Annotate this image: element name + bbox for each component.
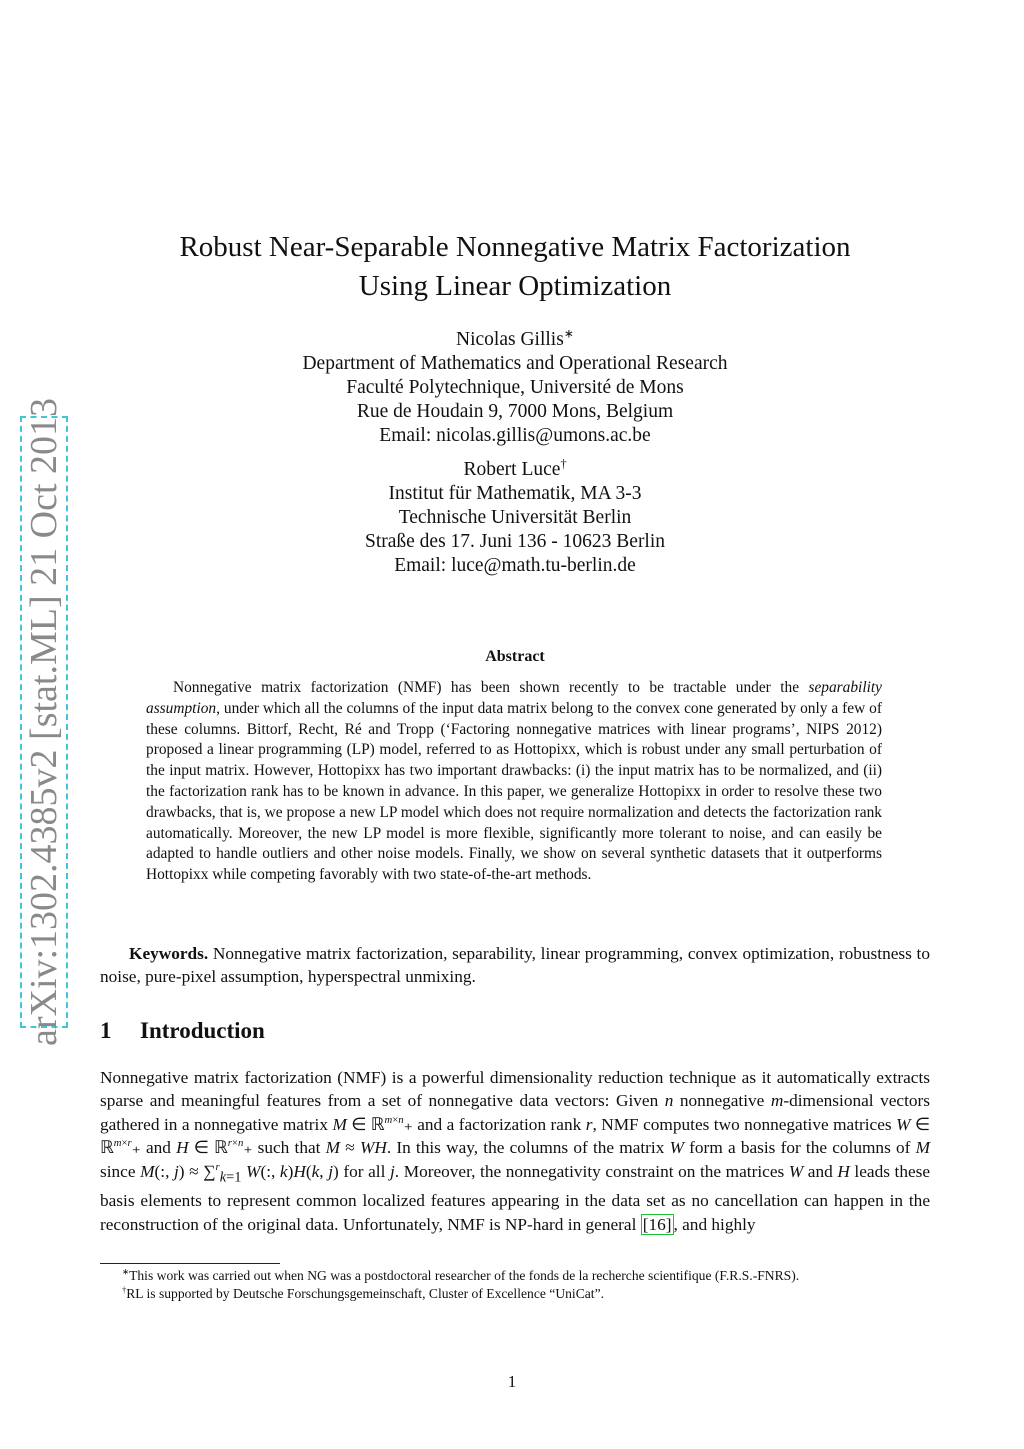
affiliation-line: Technische Universität Berlin — [398, 507, 632, 528]
author-name: Robert Luce — [463, 459, 561, 480]
affiliation-line: Department of Mathematics and Operational Research — [302, 353, 728, 374]
affiliation-line: Faculté Polytechnique, Université de Mons — [346, 377, 684, 398]
keywords-text: Nonnegative matrix factorization, separability, linear programming, convex optimization, robustness to noise, pure-pixel assumption, hyperspectral unmixing. — [100, 944, 930, 986]
keywords-label: Keywords. — [129, 944, 209, 963]
abstract-heading: Abstract — [485, 648, 545, 665]
arxiv-identifier-stamp[interactable] — [20, 397, 68, 1047]
keywords-paragraph — [100, 942, 930, 988]
title-line-2: Using Linear Optimization — [358, 270, 672, 302]
footnote: †RL is supported by Deutsche Forschungsgemeinschaft, Cluster of Excellence “UniCat”. — [122, 1284, 605, 1301]
author-name: Nicolas Gillis — [456, 329, 564, 350]
section-number: 1 — [100, 1018, 112, 1043]
address-line: Rue de Houdain 9, 7000 Mons, Belgium — [356, 401, 674, 422]
footnote-marker[interactable]: † — [560, 456, 567, 471]
author-block-luce — [200, 458, 830, 578]
footnote: ∗This work was carried out when NG was a postdoctoral researcher of the fonds de la recherche scientifique (F.R.S.-FNRS). — [122, 1266, 800, 1283]
author-block-gillis — [200, 328, 830, 448]
footnote-marker[interactable]: ∗ — [563, 326, 574, 341]
paper-title — [100, 228, 930, 306]
title-line-1: Robust Near-Separable Nonnegative Matrix Factorization — [179, 231, 851, 263]
page-number: 1 — [507, 1372, 517, 1391]
section-heading-introduction — [100, 1018, 265, 1044]
abstract-body: Nonnegative matrix factorization (NMF) has been shown recently to be tractable under the separability assumption, under which all the columns of the input data matrix belong to the convex cone generated by only a few of these columns. Bittorf, Recht, Ré and Tropp (‘Factoring nonnegative matrices with linear programs’, NIPS 2012) proposed a linear programming (LP) model, referred to as Hottopixx, which is robust under any small perturbation of the input matrix. However, Hottopixx has two important drawbacks: (i) the input matrix has to be normalized, and (ii) the factorization rank has to be known in advance. In this paper, we generalize Hottopixx in order to resolve these two drawbacks, that is, we propose a new LP model which does not require normalization and detects the factorization rank automatically. Moreover, the new LP model is more flexible, significantly more tolerant to noise, and can easily be adapted to handle outliers and other noise models. Finally, we show on several synthetic datasets that it outperforms Hottopixx while competing favorably with two state-of-the-art methods. — [146, 679, 882, 884]
email-line: Email: nicolas.gillis@umons.ac.be — [379, 425, 651, 446]
introduction-paragraph: Nonnegative matrix factorization (NMF) is a powerful dimensionality reduction technique as it automatically extracts sparse and meaningful features from a set of nonnegative data vectors: Given n nonnegative m-dimensional vectors gathered in a nonnegative matrix M ∈ ℝ$^{m\times n}$₊ and a factorization rank r, NMF computes two nonnegative matrices W ∈ ℝ$^{m\times r}$₊ and H ∈ ℝ$^{r\times n}$₊ such that M ≈ WH. In this way, the columns of the matrix W form a basis for the columns of M since M(:, j) ≈ ∑$^r_{k=1}$ W(:, k)H(k, j) for all j. Moreover, the nonnegativity constraint on the matrices W and H leads these basis elements to represent common localized features appearing in the data set as no cancellation can happen in the reconstruction of the original data. Unfortunately, NMF is NP-hard in general [16] , and highly — [100, 1068, 931, 1234]
arxiv-identifier: arXiv:1302.4385v2 [stat.ML] 21 Oct 2013 — [23, 397, 65, 1047]
email-line: Email: luce@math.tu-berlin.de — [394, 555, 636, 576]
footnote-divider — [100, 1263, 280, 1264]
address-line: Straße des 17. Juni 136 - 10623 Berlin — [364, 531, 666, 552]
affiliation-line: Institut für Mathematik, MA 3-3 — [388, 483, 642, 504]
abstract-emphasis: separability assumption — [146, 679, 882, 717]
citation-link[interactable]: [16] — [642, 1214, 672, 1234]
section-title: Introduction — [140, 1018, 265, 1043]
footnotes — [100, 1267, 930, 1303]
